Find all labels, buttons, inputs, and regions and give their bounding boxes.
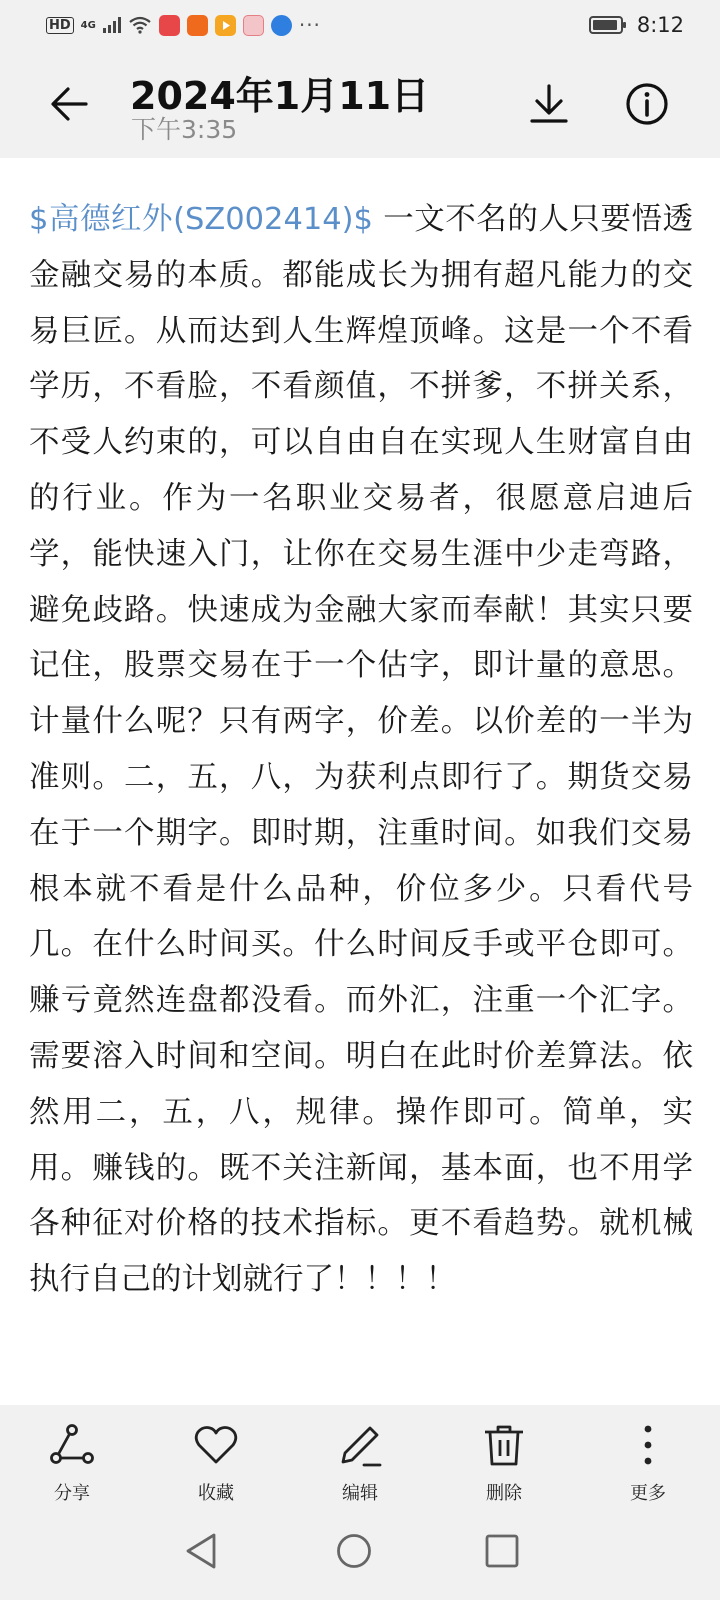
favorite-button[interactable]: [144, 1405, 288, 1505]
share-button[interactable]: [0, 1405, 144, 1505]
status-bar-right: [589, 12, 684, 38]
nav-back-icon[interactable]: [180, 1529, 224, 1573]
battery-icon: [589, 15, 627, 35]
clock: 8:12: [636, 13, 684, 37]
signal-icon: [103, 17, 121, 33]
download-icon[interactable]: [525, 80, 573, 128]
note-content[interactable]: [29, 192, 693, 1405]
app-icon-gift: [243, 15, 264, 36]
note-header: [0, 50, 720, 158]
pencil-icon: [336, 1421, 384, 1469]
delete-button[interactable]: [432, 1405, 576, 1505]
edit-button[interactable]: [288, 1405, 432, 1505]
note-text: [29, 192, 693, 1308]
heart-icon: [192, 1421, 240, 1469]
note-time: 下午3:35: [131, 115, 238, 144]
wifi-icon: [128, 16, 152, 34]
note-body: 一文不名的人只要悟透金融交易的本质。都能成长为拥有超凡能力的交易巨匠。从而达到人生辉煌顶峰。这是一个不看学历，不看脸，不看颜值，不拼爹，不拼关系，不受人约束的，可以自由自在实现人生财富自由的行业。作为一名职业交易者，很愿意启迪后学，能快速入门，让你在交易生涯中少走弯路，避免歧路。快速成为金融大家而奉献！其实只要记住，股票交易在于一个估字，即计量的意思。计量什么呢？只有两字，价差。以价差的一半为准则。二，五，八，为获利点即行了。期货交易在于一个期字。即时期，注重时间。如我们交易根本就不看是什么品种，价位多少。只看代号几。在什么时间买。什么时间反手或平仓即可。赚亏竟然连盘都没看。而外汇，注重一个汇字。需要溶入时间和空间。明白在此时价差算法。依然用二，五，八，规律。操作即可。简单，实用。赚钱的。既不关注新闻，基本面，也不用学各种征对价格的技术指标。更不看趋势。就机械执行自己的计划就行了！！！！: [29, 202, 693, 1298]
note-date: 2024年1月11日: [130, 74, 430, 118]
bottom-toolbar: [0, 1405, 720, 1505]
edit-label: 编辑: [342, 1483, 378, 1504]
app-icon-red: [159, 15, 180, 36]
favorite-label: 收藏: [198, 1483, 234, 1504]
app-icon-video: [215, 15, 236, 36]
nav-recents-icon[interactable]: [480, 1529, 524, 1573]
delete-label: 删除: [486, 1483, 522, 1504]
back-arrow-icon[interactable]: [46, 80, 94, 128]
info-icon[interactable]: [623, 80, 671, 128]
share-label: 分享: [54, 1483, 90, 1504]
more-button[interactable]: [576, 1405, 720, 1505]
network-type: 4G: [80, 19, 96, 31]
share-icon: [48, 1421, 96, 1469]
stock-tag-link[interactable]: $高德红外(SZ002414)$: [29, 202, 373, 237]
app-icon-blue: [271, 15, 292, 36]
hd-badge: HD: [46, 17, 74, 34]
system-navigation-bar: [0, 1505, 720, 1600]
status-bar: [0, 0, 720, 50]
more-notifications: ···: [298, 13, 321, 37]
app-icon-orange: [187, 15, 208, 36]
more-vertical-icon: [624, 1421, 672, 1469]
nav-home-icon[interactable]: [332, 1529, 376, 1573]
status-bar-left: [46, 12, 321, 38]
more-label: 更多: [630, 1483, 666, 1504]
trash-icon: [480, 1421, 528, 1469]
